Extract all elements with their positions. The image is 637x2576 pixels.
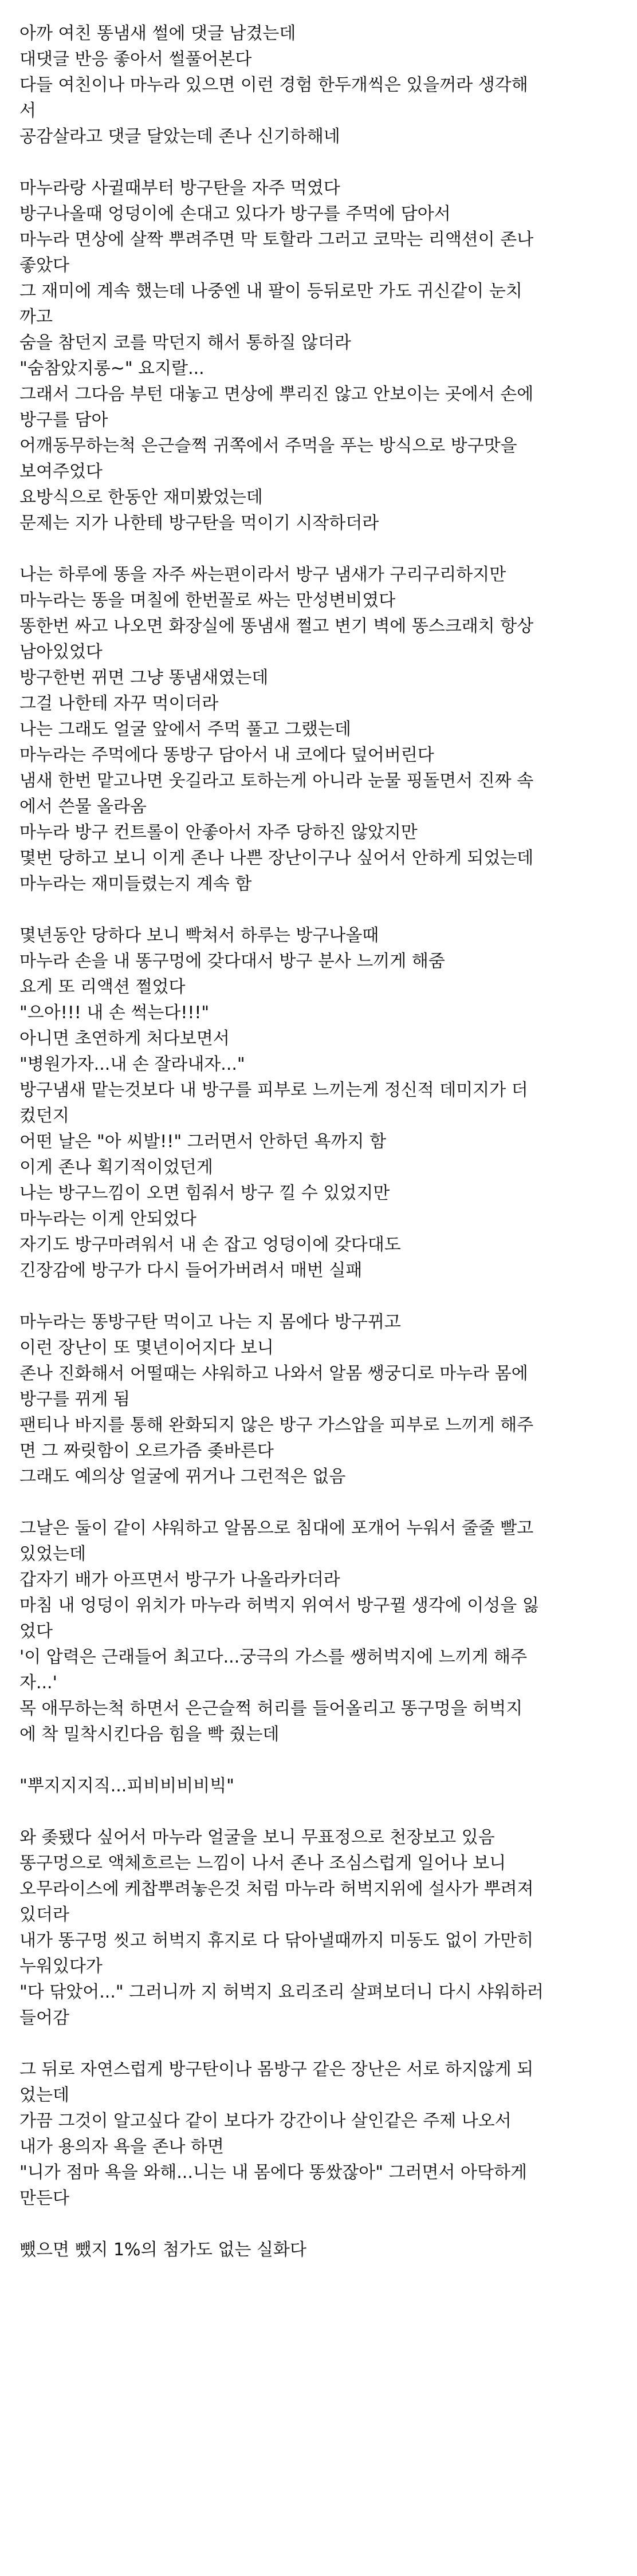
- text-line: 마누라랑 사귈때부터 방구탄을 자주 먹였다: [19, 178, 340, 198]
- paragraph: [19, 1515, 618, 1747]
- text-line: 있더라: [19, 1905, 69, 1925]
- text-line: 마침 내 엉덩이 위치가 마누라 허벅지 위여서 방구뀔 생각에 이성을 잃: [19, 1596, 539, 1616]
- text-line: 나는 하루에 똥을 자주 싸는편이라서 방구 냄새가 구리구리하지만: [19, 565, 506, 585]
- text-line: 컸던지: [19, 1106, 69, 1126]
- text-line: 목 애무하는척 하면서 은근슬쩍 허리를 들어올리고 똥구멍을 허벅지: [19, 1699, 523, 1719]
- text-line: 몇년동안 당하다 보니 빡쳐서 하루는 방구나올때: [19, 925, 379, 946]
- paragraph: [19, 562, 618, 897]
- text-line: 까고: [19, 307, 53, 327]
- text-line: 마누라는 똥방구탄 먹이고 나는 지 몸에다 방구뀌고: [19, 1312, 401, 1332]
- text-line: 존나 진화해서 어떨때는 샤워하고 나와서 알몸 쌩궁디로 마누라 몸에: [19, 1364, 528, 1384]
- text-line: 갑자기 배가 아프면서 방구가 나올라카더라: [19, 1570, 340, 1590]
- text-line: 어깨동무하는척 은근슬쩍 귀쪽에서 주먹을 푸는 방식으로 방구맛을: [19, 436, 517, 456]
- text-line: 나는 방구느낌이 오면 힘줘서 방구 낄 수 있었지만: [19, 1183, 390, 1203]
- text-line: 요방식으로 한동안 재미봤었는데: [19, 487, 263, 507]
- text-line: 마누라는 똥을 며칠에 한번꼴로 싸는 만성변비였다: [19, 590, 396, 610]
- text-line: 공감살라고 댓글 달았는데 존나 신기하해네: [19, 127, 340, 147]
- text-line: "으아!!! 내 손 썩는다!!!": [19, 1003, 210, 1023]
- text-line: 좋았다: [19, 255, 69, 275]
- text-line: 냄새 한번 맡고나면 웃길라고 토하는게 아니라 눈물 핑돌면서 진짜 속: [19, 771, 534, 791]
- text-line: 에 착 밀착시킨다음 힘을 빡 줬는데: [19, 1724, 280, 1744]
- text-line: 마누라는 이게 안되었다: [19, 1209, 196, 1229]
- paragraph: [19, 21, 618, 149]
- paragraph: [19, 2057, 618, 2211]
- text-line: 방구나올때 엉덩이에 손대고 있다가 방구를 주먹에 담아서: [19, 204, 451, 224]
- text-line: 자기도 방구마려워서 내 손 잡고 엉덩이에 갖다대도: [19, 1235, 401, 1255]
- text-line: 마누라 손을 내 똥구멍에 갖다대서 방구 분사 느끼게 해줌: [19, 951, 445, 971]
- text-line: 남아있었다: [19, 642, 103, 662]
- text-line: 마누라 방구 컨트롤이 안좋아서 자주 당하진 않았지만: [19, 822, 418, 842]
- paragraph: [19, 1773, 618, 1799]
- text-line: 가끔 그것이 알고싶다 같이 보다가 강간이나 살인같은 주제 나오서: [19, 2111, 512, 2131]
- text-line: 마누라는 재미들렸는지 계속 함: [19, 874, 252, 894]
- text-line: 아니면 초연하게 처다보면서: [19, 1029, 230, 1049]
- text-line: 마누라는 주먹에다 똥방구 담아서 내 코에다 덮어버린다: [19, 745, 434, 765]
- text-line: 그날은 둘이 같이 샤워하고 알몸으로 침대에 포개어 누워서 줄줄 빨고: [19, 1518, 534, 1538]
- text-line: 똥구멍으로 액체흐르는 느낌이 나서 존나 조심스럽게 일어나 보니: [19, 1853, 506, 1873]
- text-line: 서: [19, 101, 36, 121]
- text-line: 그래서 그다음 부턴 대놓고 면상에 뿌리진 않고 안보이는 곳에서 손에: [19, 384, 534, 404]
- text-line: 그래도 예의상 얼굴에 뀌거나 그런적은 없음: [19, 1467, 346, 1487]
- text-line: "숨참았지롱~" 요지랄...: [19, 359, 205, 379]
- text-line: 마누라 면상에 살짝 뿌려주면 막 토할라 그러고 코막는 리액션이 존나: [19, 230, 534, 250]
- paragraph: [19, 1309, 618, 1490]
- text-line: 오무라이스에 케찹뿌려놓은것 처럼 마누라 허벅지위에 설사가 뿌려져: [19, 1879, 534, 1899]
- text-line: 이런 장난이 또 몇년이어지다 보니: [19, 1338, 274, 1358]
- text-line: 내가 똥구멍 씻고 허벅지 휴지로 다 닦아낼때까지 미동도 없이 가만히: [19, 1931, 534, 1951]
- text-line: 면 그 짜릿함이 오르가즘 좆바른다: [19, 1441, 274, 1461]
- text-line: 문제는 지가 나한테 방구탄을 먹이기 시작하더라: [19, 513, 379, 533]
- text-line: "니가 점마 욕을 와해...니는 내 몸에다 똥쌌잖아" 그러면서 아닥하게: [19, 2163, 527, 2183]
- text-line: "병원가자...내 손 잘라내자...": [19, 1054, 245, 1074]
- text-line: "다 닦았어..." 그러니까 지 허벅지 요리조리 살펴보더니 다시 샤워하러: [19, 1982, 544, 2002]
- text-line: 있었는데: [19, 1544, 86, 1564]
- text-line: 누워있다가: [19, 1956, 103, 1976]
- paragraph: [19, 2237, 618, 2263]
- text-line: 긴장감에 방구가 다시 들어가버려서 매번 실패: [19, 1261, 363, 1281]
- paragraph: [19, 175, 618, 536]
- text-line: 몇번 당하고 보니 이게 존나 나쁜 장난이구나 싶어서 안하게 되었는데: [19, 848, 534, 868]
- text-line: 방구를 담아: [19, 410, 108, 430]
- text-line: 자...': [19, 1673, 57, 1693]
- text-line: 똥한번 싸고 나오면 화장실에 똥냄새 쩔고 변기 벽에 똥스크래치 항상: [19, 616, 534, 636]
- text-line: 에서 쓴물 올라옴: [19, 797, 147, 817]
- text-line: 와 좆됐다 싶어서 마누라 얼굴을 보니 무표정으로 천장보고 있음: [19, 1827, 495, 1848]
- text-line: 숨을 참던지 코를 막던지 해서 통하질 않더라: [19, 333, 351, 353]
- text-line: 방구를 뀌게 됨: [19, 1389, 130, 1409]
- text-line: 었는데: [19, 2085, 69, 2105]
- text-line: 들어감: [19, 2008, 69, 2028]
- paragraph: [19, 923, 618, 1283]
- text-line: 뺐으면 뺐지 1%의 첨가도 없는 실화다: [19, 2240, 306, 2260]
- text-line: 나는 그래도 얼굴 앞에서 주먹 풀고 그랬는데: [19, 719, 351, 739]
- text-line: 방구냄새 맡는것보다 내 방구를 피부로 느끼는게 정신적 데미지가 더: [19, 1080, 528, 1100]
- text-line: 다들 여친이나 마누라 있으면 이런 경험 한두개씩은 있을꺼라 생각해: [19, 75, 528, 95]
- text-line: 아까 여친 똥냄새 썰에 댓글 남겼는데: [19, 23, 296, 44]
- text-line: 내가 용의자 욕을 존나 하면: [19, 2137, 224, 2157]
- paragraph: [19, 1825, 618, 2031]
- text-line: "뿌지지지직...피비비비비빅": [19, 1776, 234, 1796]
- text-line: 어떤 날은 "아 씨발!!" 그러면서 안하던 욕까지 함: [19, 1132, 387, 1152]
- text-line: 이게 존나 획기적이었던게: [19, 1157, 213, 1177]
- text-line: 요게 또 리액션 쩔었다: [19, 977, 186, 997]
- text-line: 보여주었다: [19, 462, 103, 482]
- text-line: 그 재미에 계속 했는데 나중엔 내 팔이 등뒤로만 가도 귀신같이 눈치: [19, 281, 522, 301]
- text-line: 그걸 나한테 자꾸 먹이더라: [19, 694, 219, 714]
- text-line: 만든다: [19, 2188, 69, 2208]
- text-line: '이 압력은 근래들어 최고다...궁극의 가스를 쌩허벅지에 느끼게 해주: [19, 1647, 528, 1667]
- text-line: 방구한번 뀌면 그냥 똥냄새였는데: [19, 668, 269, 688]
- text-line: 었다: [19, 1621, 53, 1641]
- text-line: 그 뒤로 자연스럽게 방구탄이나 몸방구 같은 장난은 서로 하지않게 되: [19, 2059, 534, 2079]
- text-line: 대댓글 반응 좋아서 썰풀어본다: [19, 49, 252, 69]
- text-line: 팬티나 바지를 통해 완화되지 않은 방구 가스압을 피부로 느끼게 해주: [19, 1415, 534, 1435]
